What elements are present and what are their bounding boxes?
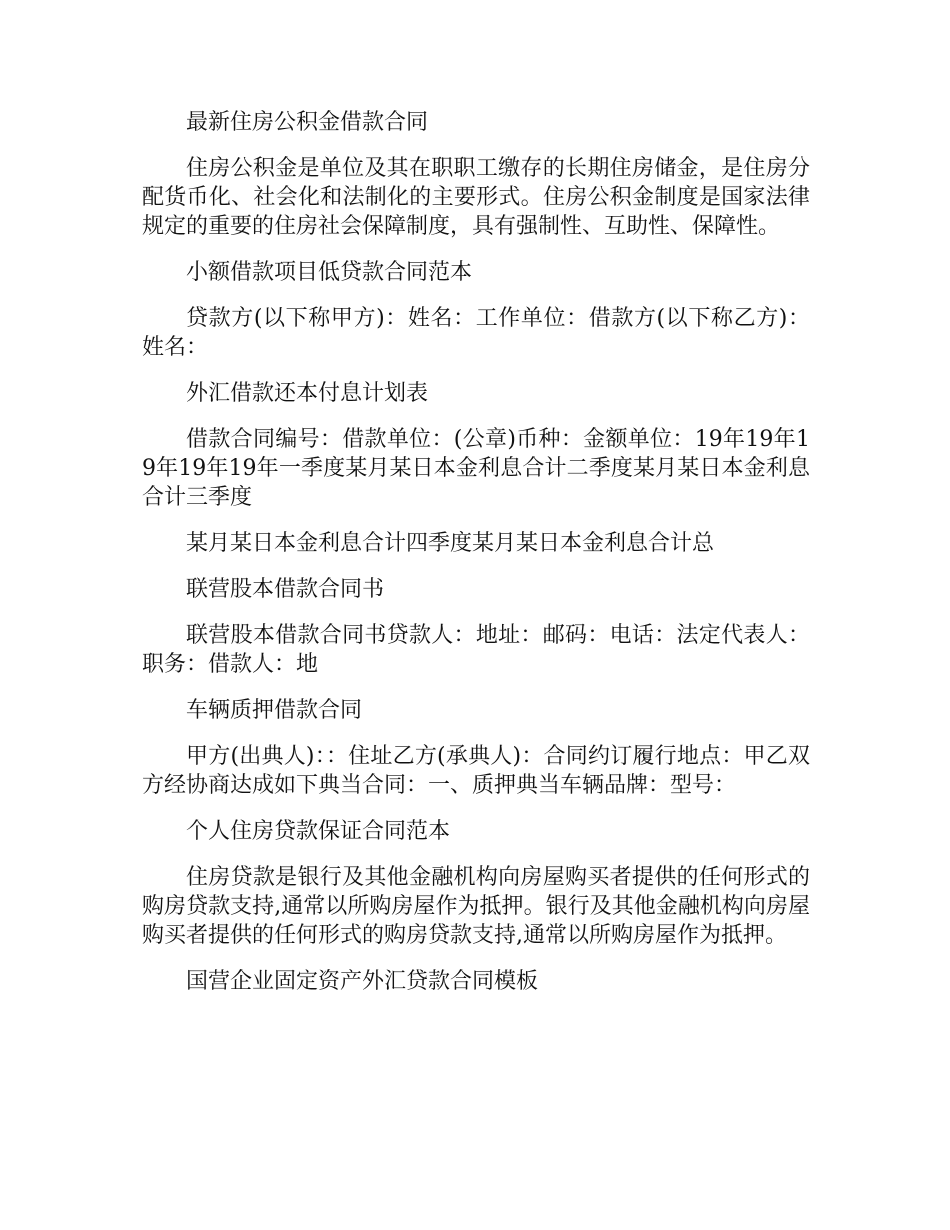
doc-paragraph: 住房贷款是银行及其他金融机构向房屋购买者提供的任何形式的购房贷款支持,通常以所购房屋作为抵押。银行及其他金融机构向房屋购买者提供的任何形式的购房贷款支持,通常以所购房屋作为抵押。 (142, 865, 810, 948)
section-heading: 小额借款项目低贷款合同范本 (186, 260, 473, 285)
doc-paragraph: 联营股本借款合同书贷款人：地址：邮码：电话：法定代表人：职务：借款人：地 (142, 623, 810, 677)
section-heading: 车辆质押借款合同 (186, 698, 363, 723)
doc-paragraph: 某月某日本金利息合计四季度某月某日本金利息合计总 (186, 531, 715, 556)
doc-paragraph: 贷款方(以下称甲方)：姓名：工作单位：借款方(以下称乙方)：姓名： (142, 306, 810, 360)
doc-paragraph: 借款合同编号：借款单位：(公章)币种：金额单位：19年19年19年19年19年一季度某月某日本金利息合计二季度某月某日本金利息合计三季度 (142, 427, 810, 510)
doc-paragraph: 住房公积金是单位及其在职职工缴存的长期住房储金，是住房分配货币化、社会化和法制化的主要形式。住房公积金制度是国家法律规定的重要的住房社会保障制度，具有强制性、互助性、保障性。 (142, 156, 810, 239)
document-page (142, 108, 810, 1013)
section-heading: 联营股本借款合同书 (186, 577, 385, 602)
section-heading: 个人住房贷款保证合同范本 (186, 819, 451, 844)
doc-paragraph: 甲方(出典人)：：住址乙方(承典人)：合同约订履行地点：甲乙双方经协商达成如下典当合同：一、质押典当车辆品牌：型号： (142, 744, 810, 798)
section-heading: 国营企业固定资产外汇贷款合同模板 (186, 969, 539, 994)
section-heading: 外汇借款还本付息计划表 (186, 381, 429, 406)
doc-title: 最新住房公积金借款合同 (186, 110, 429, 135)
